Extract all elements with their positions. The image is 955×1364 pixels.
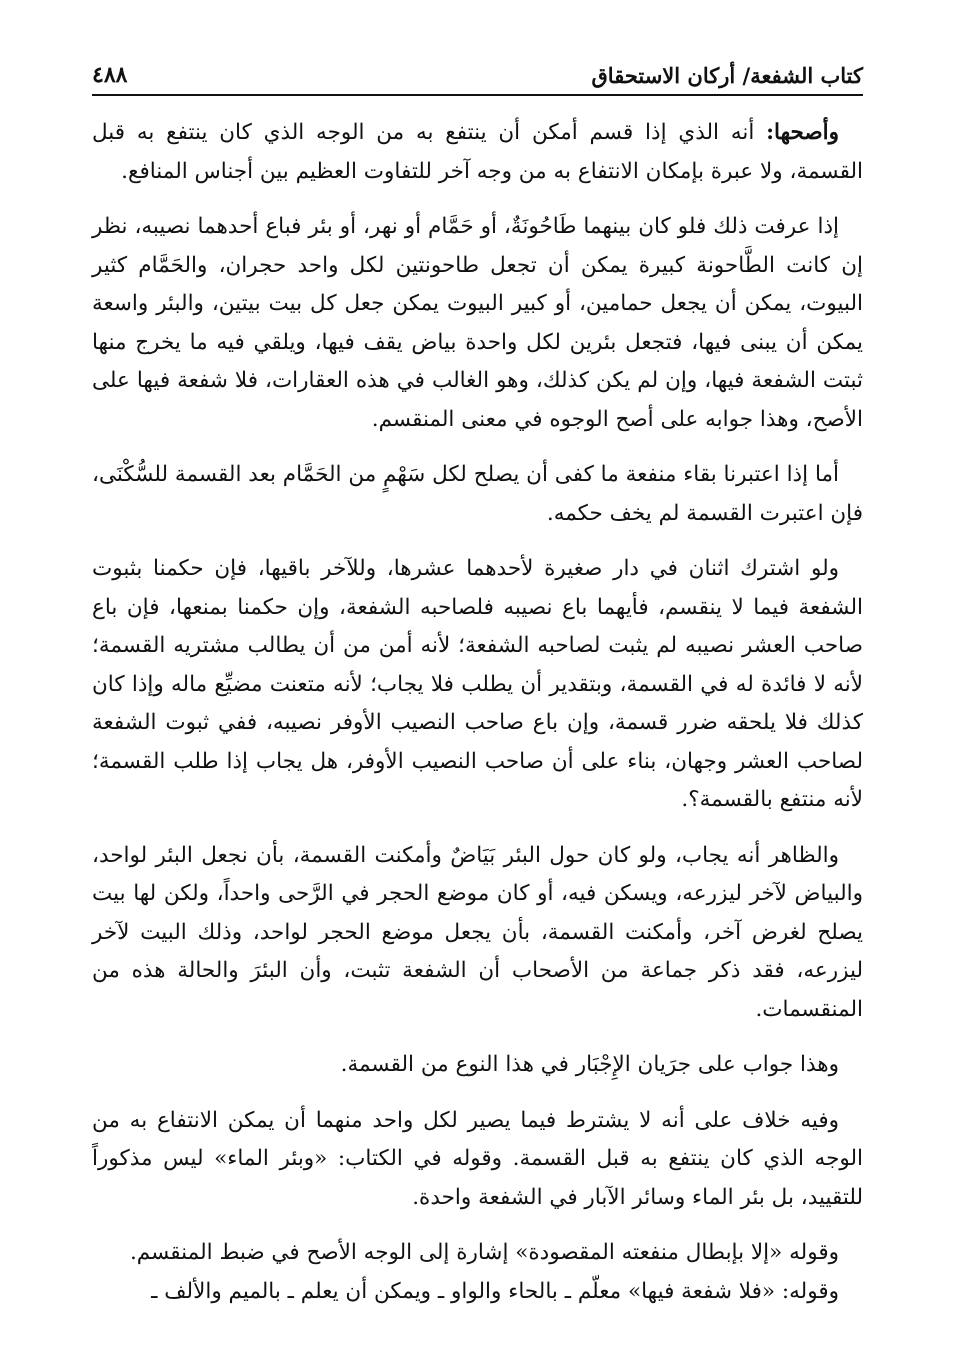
paragraph (92, 114, 863, 191)
paragraph (92, 837, 863, 1030)
paragraph-text: وهذا جواب على جرَيان الإِجْبَار في هذا النوع من القسمة. (340, 1052, 839, 1077)
page-header (92, 48, 863, 96)
paragraph (92, 1273, 863, 1312)
body-text (92, 114, 863, 1311)
page-number: ٤٨٨ (92, 62, 128, 88)
paragraph-lead: وأصحها: (766, 120, 839, 145)
paragraph (92, 1046, 863, 1085)
paragraph-text: إذا عرفت ذلك فلو كان بينهما طَاحُونَةٌ، أو حَمَّام أو نهر، أو بئر فباع أحدهما نصيبه، نظر إن كانت الطَّاحونة كبيرة يمكن أن تجعل طاحونتين لكل واحد حجران، والحَمَّام كثير البيوت، يمكن أن يجعل حمامين، أو كبير البيوت يمكن جعل كل بيت بيتين، والبئر واسعة يمكن أن يبنى فيها، فتجعل بئرين لكل واحدة بياض يقف فيها، ويلقي فيه ما يخرج منها ثبتت الشفعة فيها، وإن لم يكن كذلك، وهو الغالب في هذه العقارات، فلا شفعة فيها على الأصح، وهذا جوابه على أصح الوجوه في معنى المنقسم. (92, 214, 863, 432)
paragraph-text: أنه الذي إذا قسم أمكن أن ينتفع به من الوجه الذي كان ينتفع به قبل القسمة، ولا عبرة بإمكان الانتفاع به من وجه آخر للتفاوت العظيم بين أجناس المنافع. (92, 120, 863, 184)
paragraph-text: ولو اشترك اثنان في دار صغيرة لأحدهما عشرها، وللآخر باقيها، فإن حكمنا بثبوت الشفعة فيما لا ينقسم، فأيهما باع نصيبه فلصاحبه الشفعة، وإن حكمنا بمنعها، فإن باع صاحب العشر نصيبه لم يثبت لصاحبه الشفعة؛ لأنه أمن من أن يطالب مشتريه القسمة؛ لأنه لا فائدة له في القسمة، وبتقدير أن يطلب فلا يجاب؛ لأنه متعنت مضيِّع ماله وإذا كان كذلك فلا يلحقه ضرر قسمة، وإن باع صاحب النصيب الأوفر نصيبه، ففي ثبوت الشفعة لصاحب العشر وجهان، بناء على أن صاحب النصيب الأوفر، هل يجاب إذا طلب القسمة؛ لأنه منتفع بالقسمة؟. (92, 556, 863, 812)
paragraph-text: وفيه خلاف على أنه لا يشترط فيما يصير لكل واحد منهما أن يمكن الانتفاع به من الوجه الذي كان ينتفع به قبل القسمة. وقوله في الكتاب: «وبئر الماء» ليس مذكوراً للتقييد، بل بئر الماء وسائر الآبار في الشفعة واحدة. (92, 1107, 863, 1210)
paragraph (92, 208, 863, 439)
paragraph-text: أما إذا اعتبرنا بقاء منفعة ما كفى أن يصلح لكل سَهْمٍ من الحَمَّام بعد القسمة للسُّكْنَى، فإن اعتبرت القسمة لم يخف حكمه. (92, 462, 863, 526)
paragraph-text: وقوله: «فلا شفعة فيها» معلّم ـ بالحاء والواو ـ ويمكن أن يعلم ـ بالميم والألف ـ (151, 1278, 839, 1304)
paragraph (92, 456, 863, 533)
paragraph-text: وقوله «إلا بإبطال منفعته المقصودة» إشارة إلى الوجه الأصح في ضبط المنقسم. (129, 1240, 839, 1265)
paragraph-text: والظاهر أنه يجاب، ولو كان حول البئر بَيَاضٌ وأمكنت القسمة، بأن نجعل البئر لواحد، والبياض لآخر ليزرعه، ويسكن فيه، أو كان موضع الحجر في الرَّحى واحداً، ولكن لها بيت يصلح لغرض آخر، وأمكنت القسمة، بأن يجعل موضع الحجر لواحد، وذلك البيت لآخر ليزرعه، فقد ذكر جماعة من الأصحاب أن الشفعة تثبت، وأن البئرَ والحالة هذه من المنقسمات. (92, 842, 863, 1022)
paragraph (92, 550, 863, 820)
paragraph (92, 1102, 863, 1218)
running-title: كتاب الشفعة/ أركان الاستحقاق (591, 63, 863, 88)
paragraph (92, 1234, 863, 1273)
